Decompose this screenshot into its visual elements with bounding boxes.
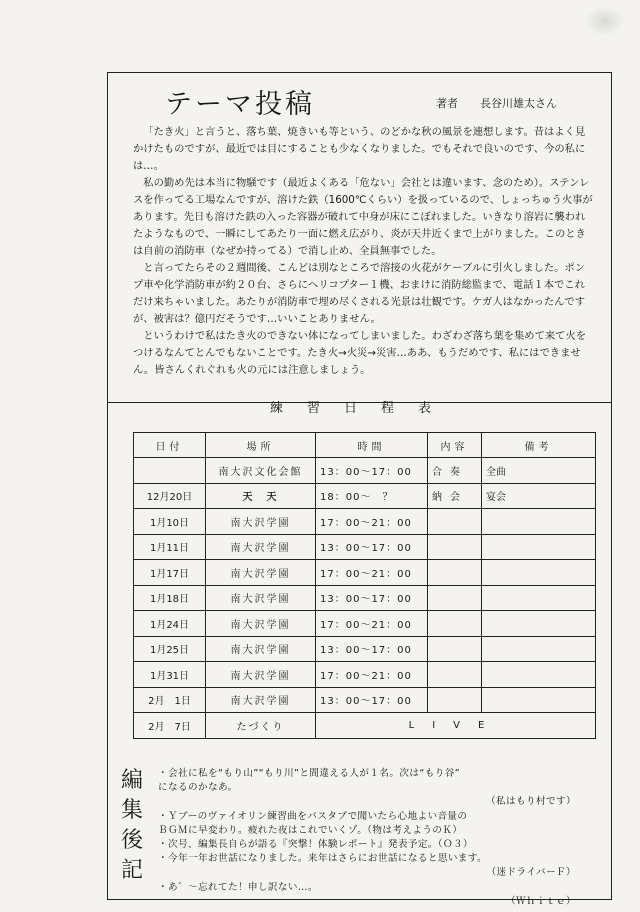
row-date: 1月24日 [134, 611, 206, 637]
table-row [134, 534, 596, 560]
row-place: 南大沢学園 [206, 611, 316, 637]
row-time: 17：00〜21：00 [316, 560, 428, 586]
table-row [134, 611, 596, 637]
row-content [428, 662, 482, 688]
notes-label-char: 集 [120, 798, 143, 823]
row-date: 1月18日 [134, 585, 206, 611]
row-note [482, 662, 596, 688]
header-note: 備考 [482, 433, 596, 458]
schedule-header-row [134, 433, 596, 458]
notes-body [158, 767, 602, 909]
header-date: 日付 [134, 433, 206, 458]
schedule-table [133, 432, 596, 739]
row-content [428, 636, 482, 662]
author-label: 著者 [436, 97, 458, 110]
page-stain [585, 6, 625, 36]
row-place: 南大沢学園 [206, 662, 316, 688]
header-place: 場所 [206, 433, 316, 458]
schedule-body [134, 458, 596, 739]
row-time: 13：00〜17：00 [316, 534, 428, 560]
notes-line: になるのかなあ。 [158, 782, 238, 794]
row-date: 1月10日 [134, 509, 206, 535]
table-row [134, 509, 596, 535]
header-time: 時間 [316, 433, 428, 458]
row-note [482, 636, 596, 662]
notes-label-char: 編 [120, 768, 143, 793]
row-note [482, 585, 596, 611]
table-row [134, 713, 596, 739]
essay-paragraph: 私の勤め先は本当に物騒です（最近よくある「危ない」会社とは違います、念のため）。ステンレスを作ってる工場なんですが、溶けた鉄（1600℃くらい）を扱っているので、しょっちゅう火事があります。先日も溶けた鉄の入った容器が破れて中身が床にこぼれました。いきなり溶岩に襲われたようなもので、一瞬にしてあたり一面に燃え広がり、炎が天井近くまで上がりました。このときは自前の消防車（なぜか持ってる）で消し止め、全員無事でした。 [133, 177, 593, 257]
row-date: 2月 7日 [134, 713, 206, 739]
table-row [134, 662, 596, 688]
row-content [428, 509, 482, 535]
table-row [134, 483, 596, 509]
notes-line: ＢＧＭに早変わり。疲れた夜はこれでいくゾ。（物は考えようのＫ） [158, 824, 463, 836]
row-time: 13：00〜17：00 [316, 636, 428, 662]
notes-label-char: 記 [120, 858, 143, 883]
row-time: 13：00〜17：00 [316, 585, 428, 611]
essay-author [436, 95, 579, 111]
row-time: 17：00〜21：00 [316, 611, 428, 637]
table-row [134, 636, 596, 662]
row-time: 17：00〜21：00 [316, 662, 428, 688]
row-content [428, 611, 482, 637]
row-date: 1月31日 [134, 662, 206, 688]
notes-line: ・今年一年お世話になりました。来年はさらにお世話になると思います。 [158, 853, 488, 865]
row-time: 18：00〜 ？ [316, 483, 428, 509]
essay-paragraph: と言ってたらその２週間後、こんどは別なところで溶接の火花がケーブルに引火しました。ポンプ車や化学消防車が約２０台、さらにヘリコプター１機、おまけに消防総監まで、電話１本でこれだけ来ちゃいました。あたりが消防車で埋め尽くされる光景は壮観です。ケガ人はなかったんですが、被害は？億円だそうです…いいことありません。 [133, 262, 586, 325]
row-place: 南大沢学園 [206, 636, 316, 662]
row-date: 1月11日 [134, 534, 206, 560]
row-note: 全曲 [482, 458, 596, 484]
row-note [482, 611, 596, 637]
author-name: 長谷川雄太さん [480, 97, 557, 110]
row-note [482, 560, 596, 586]
notes-line: （迷ドライバーＦ） [486, 867, 576, 879]
row-place: 南大沢学園 [206, 560, 316, 586]
notes-line: （私はもり村です） [486, 796, 576, 808]
row-note [482, 509, 596, 535]
row-time: 17：00〜21：00 [316, 509, 428, 535]
schedule-title: 練習日程表 [270, 401, 456, 416]
essay-paragraph: というわけで私はたき火のできない体になってしまいました。わざわざ落ち葉を集めて来て火をつけるなんてとんでもないことです。たき火→火災→災害…ああ、もうだめです、私にはできません。皆さんくれぐれも火の元には注意しましょう。 [133, 330, 587, 376]
essay-paragraph: 「たき火」と言うと、落ち葉、焼きいも等という、のどかな秋の風景を連想します。昔はよく見かけたものですが、最近では目にすることも少なくなりました。でもそれで良いのです、今の私には…。 [133, 126, 586, 172]
table-row [134, 560, 596, 586]
row-time: 13：00〜17：00 [316, 458, 428, 484]
notes-label [120, 766, 144, 886]
row-place: たづくり [206, 713, 316, 739]
row-place: 南大沢学園 [206, 585, 316, 611]
table-row [134, 585, 596, 611]
table-row [134, 687, 596, 713]
row-place: 南大沢学園 [206, 534, 316, 560]
row-content [428, 585, 482, 611]
row-date: 1月25日 [134, 636, 206, 662]
essay-title: テーマ投稿 [165, 89, 315, 120]
notes-line: ・会社に私を“もり山”“もり川”と間違える人が１名。次は“もり谷” [158, 768, 461, 779]
header-content: 内容 [428, 433, 482, 458]
row-content [428, 534, 482, 560]
row-date: 2月 1日 [134, 687, 206, 713]
row-live: LIVE [316, 713, 596, 739]
essay-body [133, 124, 595, 379]
row-content: 納会 [428, 483, 482, 509]
row-note [482, 687, 596, 713]
notes-line: ・次号、編集長自らが語る『突撃！体験レポート』発表予定。（Ｏ３） [158, 839, 473, 851]
row-content [428, 687, 482, 713]
row-note [482, 534, 596, 560]
notes-line: （Ｗｈｉｔｅ） [506, 895, 576, 907]
row-time: 13：00〜17：00 [316, 687, 428, 713]
notes-line: ・Ｙブーのヴァイオリン練習曲をバスタブで聞いたら心地よい音量の [158, 810, 468, 822]
row-note: 宴会 [482, 483, 596, 509]
notes-line: ・あ゛〜忘れてた！申し訳ない…。 [158, 881, 318, 893]
row-content [428, 560, 482, 586]
row-date: 12月20日 [134, 483, 206, 509]
row-date [134, 458, 206, 484]
notes-label-char: 後 [120, 828, 143, 853]
row-place: 南大沢学園 [206, 687, 316, 713]
row-place: 天 天 [206, 483, 316, 509]
row-date: 1月17日 [134, 560, 206, 586]
table-row [134, 458, 596, 484]
row-content: 合奏 [428, 458, 482, 484]
row-place: 南大沢学園 [206, 509, 316, 535]
row-place: 南大沢文化会館 [206, 458, 316, 484]
